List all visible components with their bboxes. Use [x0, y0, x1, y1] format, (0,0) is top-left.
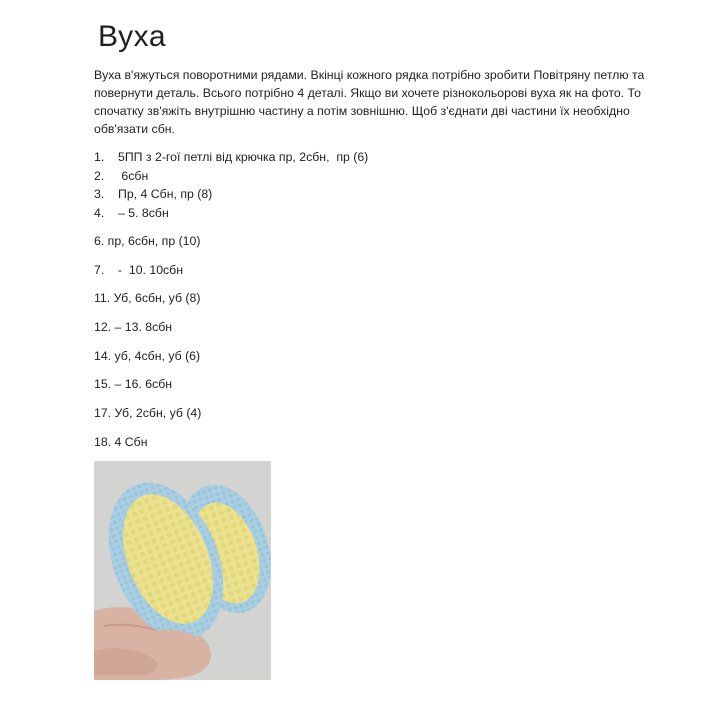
pattern-row: 7. - 10. 10сбн: [94, 262, 184, 277]
pattern-row: 18. 4 Сбн: [94, 434, 148, 449]
list-item: [94, 148, 654, 167]
crochet-ears-photo: [94, 461, 271, 680]
pattern-row: 12. – 13. 8сбн: [94, 320, 173, 335]
pattern-rows: [94, 232, 654, 462]
intro-paragraph: Вуха в'яжуться поворотними рядами. Вкінці кожного рядка потрібно зробити Повітряну петлю та повернути деталь. Всього потрібно 4 деталі. Якщо ви хочете різнокольорові вуха як на фото. То спочатку зв'яжіть внутрішню частину а потім зовнішню. Щоб з'єднати дві частини їх необхідно обв'язати сбн.: [94, 68, 645, 136]
pattern-row: 6. пр, 6сбн, пр (10): [94, 234, 201, 248]
list-number: 4.: [94, 205, 105, 220]
list-item: [94, 185, 654, 204]
pattern-row: 17. Уб, 2сбн, уб (4): [94, 406, 202, 421]
list-text: – 5. 8сбн: [118, 205, 169, 220]
list-number: 1.: [94, 150, 105, 164]
list-number: 3.: [94, 187, 105, 201]
list-text: 6сбн: [118, 168, 149, 183]
list-item: [94, 204, 654, 223]
list-text: 5ПП з 2-гої петлі від крючка пр, 2сбн, пр (6): [118, 150, 369, 164]
list-number: 2.: [94, 168, 105, 183]
pattern-row: 15. – 16. 6сбн: [94, 377, 173, 392]
list-item: [94, 167, 654, 186]
page-title: Вуха: [98, 20, 167, 53]
pattern-row: 14. уб, 4сбн, уб (6): [94, 348, 201, 363]
list-text: Пр, 4 Сбн, пр (8): [118, 187, 213, 201]
numbered-list: [94, 148, 654, 222]
pattern-row: 11. Уб, 6сбн, уб (8): [94, 291, 201, 306]
